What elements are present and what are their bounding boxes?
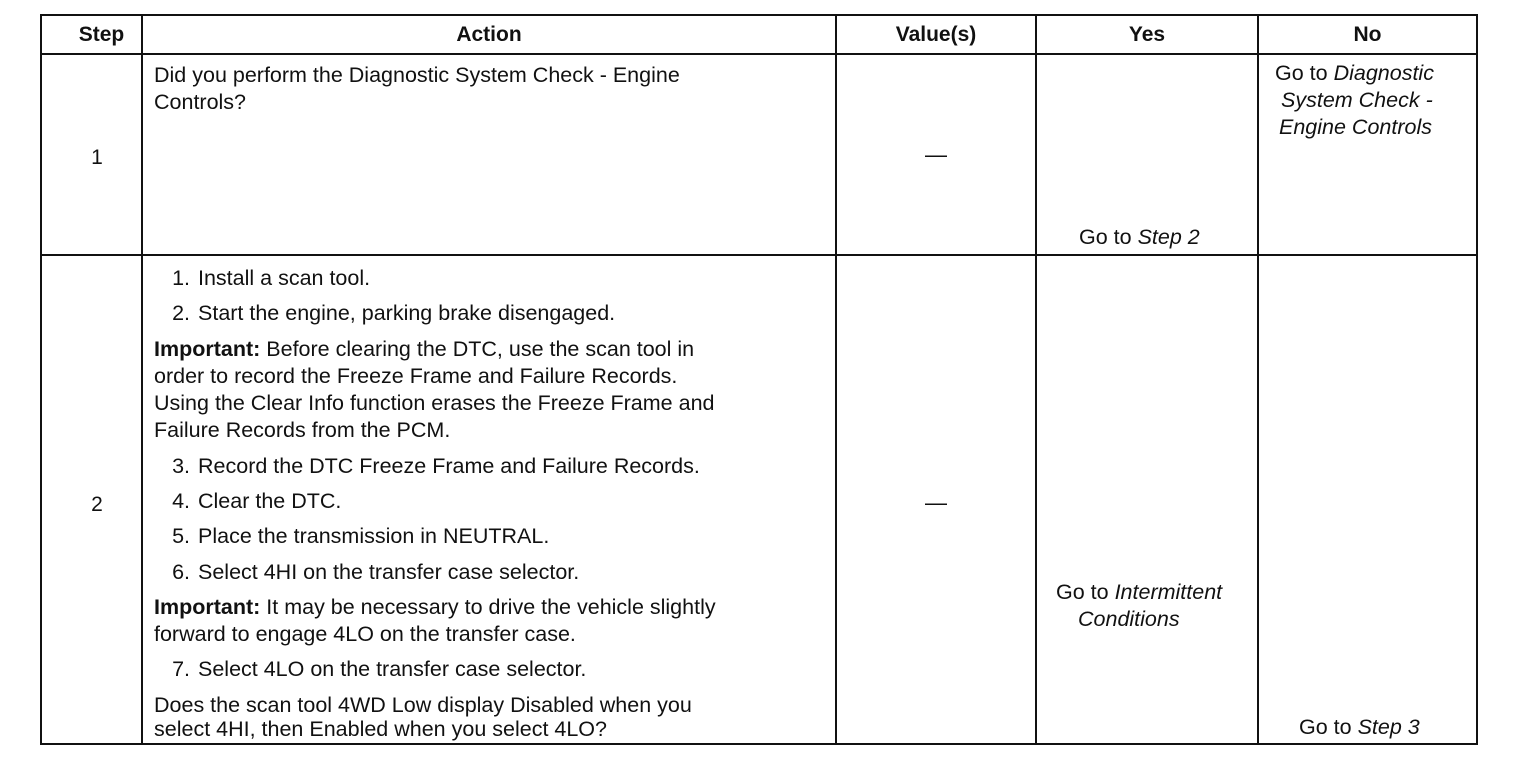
no-action bbox=[1299, 714, 1420, 741]
header-values: Value(s) bbox=[895, 23, 977, 46]
header-action: Action bbox=[456, 23, 522, 46]
list-text: Clear the DTC. bbox=[198, 489, 342, 513]
header-step: Step bbox=[78, 23, 125, 46]
list-item bbox=[154, 300, 615, 327]
value-dash: — bbox=[925, 142, 947, 167]
important-note bbox=[154, 336, 694, 363]
important-text: Failure Records from the PCM. bbox=[154, 418, 451, 442]
list-text: Place the transmission in NEUTRAL. bbox=[198, 524, 550, 548]
header-yes: Yes bbox=[1128, 23, 1166, 46]
no-link-system-check[interactable]: System Check - bbox=[1281, 88, 1433, 112]
list-number: 1. bbox=[172, 266, 190, 290]
yes-prefix: Go to bbox=[1079, 225, 1132, 249]
no-link-step-3[interactable]: Step 3 bbox=[1357, 715, 1420, 739]
question-text: Does the scan tool 4WD Low display Disabled when you bbox=[154, 693, 692, 717]
diagnostic-table bbox=[40, 14, 1478, 745]
column-divider bbox=[1035, 16, 1037, 743]
column-divider bbox=[1257, 16, 1259, 743]
list-text: Select 4LO on the transfer case selector. bbox=[198, 657, 587, 681]
action-text: Controls? bbox=[154, 90, 247, 114]
action-text: Did you perform the Diagnostic System Check - Engine bbox=[154, 63, 680, 87]
list-item bbox=[154, 559, 579, 586]
important-note bbox=[154, 594, 716, 621]
yes-link-step-2[interactable]: Step 2 bbox=[1137, 225, 1200, 249]
step-number: 1 bbox=[91, 146, 103, 169]
list-text: Select 4HI on the transfer case selector. bbox=[198, 560, 580, 584]
list-item bbox=[154, 265, 370, 292]
list-text: Install a scan tool. bbox=[198, 266, 371, 290]
list-text: Start the engine, parking brake disengaged. bbox=[198, 301, 616, 325]
list-text: Record the DTC Freeze Frame and Failure Records. bbox=[198, 454, 700, 478]
value-dash: — bbox=[925, 490, 947, 515]
header-no: No bbox=[1353, 23, 1382, 46]
yes-link-conditions[interactable]: Conditions bbox=[1078, 607, 1180, 631]
no-link-engine-controls[interactable]: Engine Controls bbox=[1279, 115, 1432, 139]
important-label: Important: bbox=[154, 337, 261, 361]
list-number: 3. bbox=[172, 454, 190, 478]
list-number: 4. bbox=[172, 489, 190, 513]
important-text: order to record the Freeze Frame and Failure Records. bbox=[154, 364, 678, 388]
list-number: 2. bbox=[172, 301, 190, 325]
important-text: Before clearing the DTC, use the scan tool in bbox=[266, 337, 695, 361]
list-item bbox=[154, 453, 700, 480]
list-number: 7. bbox=[172, 657, 190, 681]
no-link-diagnostic[interactable]: Diagnostic bbox=[1333, 61, 1434, 85]
column-divider bbox=[835, 16, 837, 743]
row-divider bbox=[42, 254, 1476, 256]
important-text: It may be necessary to drive the vehicle slightly bbox=[266, 595, 716, 619]
question-text: select 4HI, then Enabled when you select 4LO? bbox=[154, 717, 607, 741]
no-action bbox=[1275, 60, 1434, 87]
list-number: 6. bbox=[172, 560, 190, 584]
yes-prefix: Go to bbox=[1056, 580, 1109, 604]
list-item bbox=[154, 656, 586, 683]
column-divider bbox=[141, 16, 143, 743]
important-text: forward to engage 4LO on the transfer case. bbox=[154, 622, 576, 646]
list-item bbox=[154, 523, 549, 550]
yes-action bbox=[1079, 224, 1200, 251]
yes-link-intermittent[interactable]: Intermittent bbox=[1114, 580, 1223, 604]
step-number: 2 bbox=[91, 493, 103, 516]
no-prefix: Go to bbox=[1275, 61, 1328, 85]
important-label: Important: bbox=[154, 595, 261, 619]
list-item bbox=[154, 488, 341, 515]
important-text: Using the Clear Info function erases the Freeze Frame and bbox=[154, 391, 715, 415]
yes-action bbox=[1056, 579, 1222, 606]
list-number: 5. bbox=[172, 524, 190, 548]
row-divider bbox=[42, 53, 1476, 55]
no-prefix: Go to bbox=[1299, 715, 1352, 739]
